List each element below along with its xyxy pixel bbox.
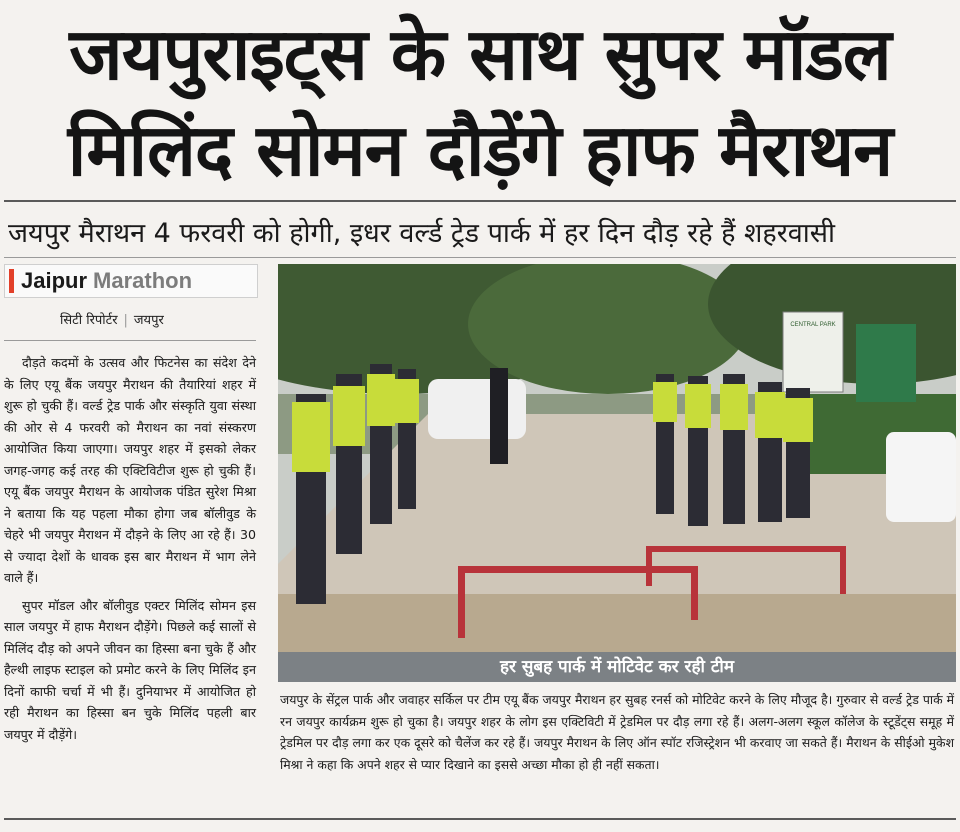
- caption-article-text: जयपुर के सेंट्रल पार्क और जवाहर सर्किल पर टीम एयू बैंक जयपुर मैराथन हर सुबह रनर्स को मोटिवेट करने के लिए मौजूद है। गुरुवार से वर्ल्ड ट्रेड पार्क में रन जयपुर कार्यक्रम शुरू हो चुका है। जयपुर शहर के लोग इस एक्टिविटी में ट्रेडमिल पर दौड़ लगा रहे हैं। अलग-अलग स्कूल कॉलेज के स्टूडेंट्स समूह में ट्रेडमिल पर दौड़ लगा कर एक दूसरे को चैलेंज कर रहे हैं। जयपुर मैराथन के लिए ऑन स्पॉट रजिस्ट्रेशन भी करवाए जा सकते हैं। मैराथन के सीईओ मुकेश मिश्रा ने कहा कि अपने शहर से प्यार दिखाने का इससे अच्छा मौका हो ही नहीं सकता।: [280, 692, 954, 772]
- byline-reporter: सिटी रिपोर्टर: [60, 313, 118, 328]
- article-paragraph: दौड़ते कदमों के उत्सव और फिटनेस का संदेश देने के लिए एयू बैंक जयपुर मैराथन की तैयारियां शहर में शुरू हो चुकी हैं। वर्ल्ड ट्रेड पार्क और संस्कृति युवा संस्था की ओर से 4 फरवरी को मैराथन का नवां संस्करण आयोजित किया जाएगा। जयपुर शहर में इसको लेकर जगह-जगह कई तरह की एक्टिविटीज शुरू हो चुकी हैं। एयू बैंक जयपुर मैराथन के आयोजक पंडित सुरेश मिश्रा ने बताया कि यह पहला मौका होगा जब बॉलीवुड के चेहरे भी जयपुर मैराथन में दौड़ने के लिए आ रहे हैं। 30 से ज्यादा देशों के धावक इस बार मैराथन में भाग लेने वाले हैं।: [4, 355, 256, 585]
- byline-city: जयपुर: [133, 313, 164, 328]
- byline-separator: |: [123, 313, 128, 328]
- photo-green-board: [856, 324, 916, 402]
- article-right-column: [280, 689, 954, 775]
- article-paragraph: सुपर मॉडल और बॉलीवुड एक्टर मिलिंद सोमन इस साल जयपुर में हाफ मैराथन दौड़ेंगे। पिछले कई सालों से मिलिंद दौड़ को अपने जीवन का हिस्सा बना चुके हैं और हैल्थी लाइफ स्टाइल को प्रमोट करने के लिए मिलिंद इन दिनों काफी चर्चा में भी हैं। दुनियाभर में आयोजित हो रही मैराथन का हिस्सा बन चुके मिलिंद पहली बार जयपुर में दौड़ेंगे।: [4, 597, 256, 742]
- subheadline-rule: [4, 257, 956, 258]
- section-tag: [4, 264, 258, 298]
- photo-white-suv: [886, 432, 956, 522]
- byline-rule: [4, 340, 256, 341]
- headline-rule: [4, 200, 956, 202]
- tag-accent-bar: [9, 269, 14, 293]
- photo-runner: [490, 368, 508, 464]
- article-left-column: [4, 352, 256, 751]
- bottom-rule: [4, 818, 956, 820]
- photo-caption: हर सुबह पार्क में मोटिवेट कर रही टीम: [278, 652, 956, 682]
- photo-illustration: [278, 264, 956, 652]
- photo-dirt-ground: [278, 594, 956, 652]
- tag-word-jaipur: Jaipur: [21, 268, 88, 293]
- photo-park-sign-text: CENTRAL PARK: [790, 322, 836, 328]
- photo-white-car: [428, 379, 526, 439]
- headline-line-1: जयपुराइट्स के साथ सुपर मॉडल: [69, 12, 891, 96]
- article-photo: [278, 264, 956, 652]
- byline: [60, 310, 164, 328]
- headline-line-2: मिलिंद सोमन दौड़ेंगे हाफ मैराथन: [67, 108, 893, 192]
- tag-word-marathon: Marathon: [93, 268, 193, 293]
- subheadline: जयपुर मैराथन 4 फरवरी को होगी, इधर वर्ल्ड ट्रेड पार्क में हर दिन दौड़ रहे हैं शहरवासी: [8, 218, 836, 249]
- tag-text: [21, 267, 192, 295]
